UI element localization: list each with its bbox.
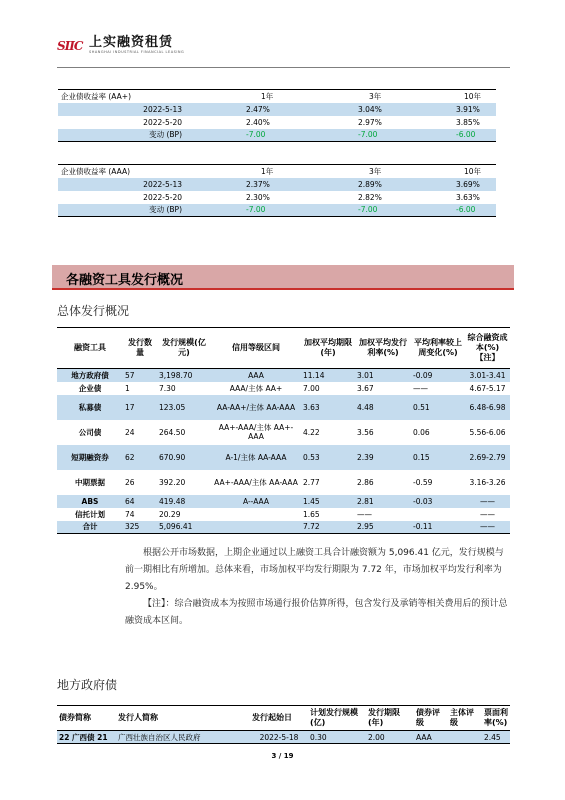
table-cell: AA+-AAA/主体 AA-AAA [214,477,298,487]
table-cell: 20.29 [159,509,181,519]
table-row [57,508,510,521]
table-cell: 264.50 [159,427,186,437]
table-cell: 22 广西债 21 [57,731,112,744]
local-gov-heading: 地方政府债 [57,678,118,692]
row-label: 2022-5-20 [58,191,190,204]
table-cell: 1.45 [301,495,355,508]
table-cell: 3.63% [394,191,496,204]
overview-heading: 总体发行概况 [57,304,130,318]
table-cell [211,508,301,521]
col-header: 债券评级 [414,706,448,731]
yield-table-title: 企业债收益率 (AAA) [58,165,190,178]
table-cell: 11.14 [301,369,355,382]
table-row [57,382,510,395]
col-header: 发行规模(亿元) [157,328,211,369]
table-row [57,420,510,445]
section-title: 各融资工具发行概况 [66,273,184,288]
table-cell: 企业债 [78,383,102,393]
col-header: 3年 [292,165,394,178]
row-label: 2022-5-20 [58,116,190,129]
table-cell: —— [465,521,510,534]
table-cell-change: -7.00 [190,129,292,142]
table-cell: 7.00 [303,383,320,393]
table-cell: 2.86 [357,477,374,487]
table-cell [448,731,482,744]
table-cell: 3.85% [394,116,496,129]
page-number: 3 / 19 [271,752,294,760]
table-cell [211,521,301,534]
table-cell: 4.48 [355,395,411,420]
col-header: 3年 [292,90,394,103]
table-cell: 4.67-5.17 [469,383,506,393]
table-cell: 26 [125,477,135,487]
table-cell: 325 [123,521,157,534]
row-label: 变动 (BP) [58,129,190,142]
row-label: 变动 (BP) [58,204,190,217]
table-cell-change: -7.00 [292,129,394,142]
table-row [57,369,510,382]
col-header: 发行期限(年) [366,706,414,731]
table-cell: —— [413,383,428,393]
table-cell: 2.37% [190,178,292,191]
table-cell: 短期融资券 [57,445,123,470]
table-cell: 1.65 [303,509,320,519]
table-cell: 2.40% [190,116,292,129]
table-cell: 3.67 [357,383,374,393]
company-logo [57,36,184,55]
table-cell: 3,198.70 [157,369,211,382]
table-cell [411,508,465,521]
table-cell: 3.91% [394,103,496,116]
col-header: 10年 [394,90,496,103]
table-cell: 5,096.41 [157,521,211,534]
table-cell-change: -6.00 [394,129,496,142]
table-cell: ABS [57,495,123,508]
table-cell: 2.45 [482,731,510,744]
table-cell: 0.15 [411,445,465,470]
col-header: 主体评级 [448,706,482,731]
table-cell-change: -7.00 [292,204,394,217]
table-row [57,395,510,420]
col-header: 票面利率(%) [482,706,510,731]
table-cell: 2.89% [292,178,394,191]
col-header: 发行数量 [123,328,157,369]
section-banner [52,265,514,290]
table-cell: 62 [123,445,157,470]
table-cell: 2.39 [355,445,411,470]
col-header: 综合融资成本(%)【注】 [465,328,510,369]
table-cell: 2.77 [303,477,320,487]
col-header: 平均利率较上周变化(%) [411,328,465,369]
table-cell: 419.48 [157,495,211,508]
table-cell: -0.03 [411,495,465,508]
col-header: 融资工具 [57,328,123,369]
table-cell: 信托计划 [75,509,105,519]
table-cell: 地方政府债 [57,369,123,382]
table-row [57,731,510,744]
col-header: 债券简称 [57,706,112,731]
table-cell: 2.00 [366,731,414,744]
table-cell: 6.48-6.98 [465,395,510,420]
col-header: 发行起始日 [250,706,308,731]
table-cell: 7.30 [159,383,176,393]
table-cell: 2.97% [292,116,394,129]
table-cell: 广西壮族自治区人民政府 [112,731,250,744]
table-cell: 1 [125,383,130,393]
table-cell: 17 [123,395,157,420]
row-label: 2022-5-13 [58,103,190,116]
table-cell: 2022-5-18 [250,731,308,744]
table-cell: 合计 [57,521,123,534]
table-cell: 2.95 [355,521,411,534]
table-row [57,470,510,495]
table-cell: 2.82% [292,191,394,204]
row-label: 2022-5-13 [58,178,190,191]
table-cell: A-1/主体 AA-AAA [211,445,301,470]
table-cell: -0.59 [413,477,433,487]
table-cell: 5.56-6.06 [469,427,506,437]
col-header: 加权平均期限(年) [301,328,355,369]
table-cell: 670.90 [157,445,211,470]
table-cell: AA+-AAA/主体 AA+-AAA [218,423,294,441]
issuance-table [57,327,510,534]
table-cell: 74 [125,509,135,519]
table-cell: A--AAA [211,495,301,508]
table-cell-change: -7.00 [190,204,292,217]
table-cell: 57 [123,369,157,382]
table-row-total [57,521,510,534]
yield-table-aa-plus [58,89,496,142]
company-name-cn: 上实融资租赁 [89,35,174,50]
table-cell: 2.81 [355,495,411,508]
table-cell: 7.72 [301,521,355,534]
table-cell: —— [357,509,372,519]
table-cell: 3.01-3.41 [465,369,510,382]
table-cell: 0.06 [413,427,430,437]
table-cell-change: -6.00 [394,204,496,217]
table-cell: 中期票据 [75,477,105,487]
table-cell: —— [480,509,495,519]
table-cell: AAA/主体 AA+ [229,383,283,393]
note-paragraph: 【注】：综合融资成本为按照市场通行报价估算所得，包含发行及承销等相关费用后的预计总融资成本区间。 [125,599,508,626]
col-header: 发行人简称 [112,706,250,731]
local-gov-bond-table [57,705,510,744]
table-cell: 64 [123,495,157,508]
table-cell: 0.53 [301,445,355,470]
table-cell: 3.56 [357,427,374,437]
company-name-en: SHANGHAI INDUSTRIAL FINANCIAL LEASING [89,50,185,54]
table-cell: 3.69% [394,178,496,191]
table-cell: 0.51 [411,395,465,420]
table-cell: —— [465,495,510,508]
col-header: 10年 [394,165,496,178]
col-header: 1年 [190,90,292,103]
table-cell: 392.20 [159,477,186,487]
yield-table-aaa [58,164,496,217]
table-cell: 4.22 [303,427,320,437]
col-header: 计划发行规模(亿) [308,706,366,731]
table-cell: 2.69-2.79 [465,445,510,470]
table-cell: 3.16-3.26 [469,477,506,487]
table-row [57,495,510,508]
table-cell: -0.09 [411,369,465,382]
col-header: 信用等级区间 [211,328,301,369]
yield-table-title: 企业债收益率 (AA+) [58,90,190,103]
table-cell: 123.05 [157,395,211,420]
table-cell: 2.30% [190,191,292,204]
table-row [57,445,510,470]
table-cell: 0.30 [308,731,366,744]
table-cell: 2.47% [190,103,292,116]
table-cell: 公司债 [78,427,102,437]
table-cell: AAA [211,369,301,382]
siic-logo-mark: SIIC [57,38,83,53]
table-cell: 私募债 [57,395,123,420]
table-cell: 24 [125,427,135,437]
col-header: 1年 [190,165,292,178]
table-cell: AA-AA+/主体 AA-AAA [211,395,301,420]
summary-paragraph: 根据公开市场数据，上期企业通过以上融资工具合计融资额为 5,096.41 亿元，发行规模与前一期相比有所增加。总体来看，市场加权平均发行期限为 7.72 年，市场加权平均发行利率为 2.95%。 [125,548,504,592]
table-cell: -0.11 [411,521,465,534]
header-divider [57,67,510,68]
table-cell: 3.63 [301,395,355,420]
table-cell: 3.01 [355,369,411,382]
table-cell: AAA [414,731,448,744]
table-cell: 3.04% [292,103,394,116]
col-header: 加权平均发行利率(%) [355,328,411,369]
